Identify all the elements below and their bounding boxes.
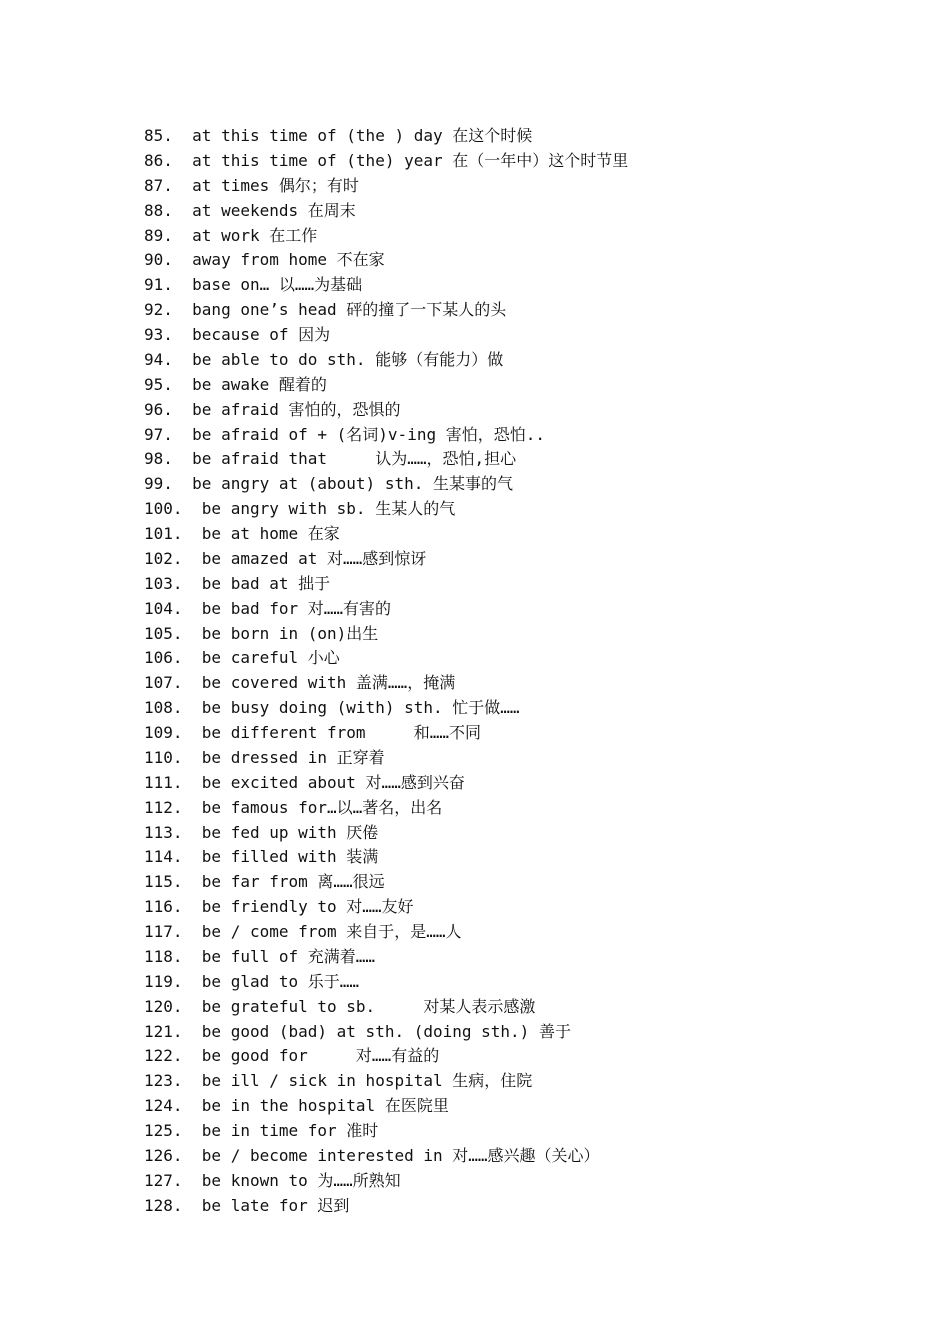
phrase-entry: 122. be good for 对……有益的 xyxy=(144,1046,440,1066)
phrase-list xyxy=(144,124,904,1219)
phrase-entry: 97. be afraid of + (名词)v-ing 害怕，恐怕.. xyxy=(144,424,545,444)
phrase-entry: 85. at this time of (the ) day 在这个时候 xyxy=(144,126,533,145)
phrase-entry: 99. be angry at (about) sth. 生某事的气 xyxy=(144,474,513,494)
phrase-entry: 101. be at home 在家 xyxy=(144,524,340,543)
phrase-entry: 94. be able to do sth. 能够（有能力）做 xyxy=(144,349,504,369)
phrase-entry: 93. because of 因为 xyxy=(144,325,331,344)
phrase-entry: 117. be / come from 来自于，是……人 xyxy=(144,922,462,941)
phrase-entry: 92. bang one’s head 砰的撞了一下某人的头 xyxy=(144,300,507,320)
phrase-entry: 112. be famous for…以…著名，出名 xyxy=(144,797,443,817)
phrase-entry: 95. be awake 醒着的 xyxy=(144,374,327,394)
phrase-entry: 123. be ill / sick in hospital 生病，住院 xyxy=(144,1071,533,1091)
phrase-entry: 128. be late for 迟到 xyxy=(144,1195,350,1215)
phrase-entry: 113. be fed up with 厌倦 xyxy=(144,822,379,842)
phrase-entry: 116. be friendly to 对……友好 xyxy=(144,897,414,917)
phrase-entry: 107. be covered with 盖满……，掩满 xyxy=(144,673,456,693)
phrase-entry: 119. be glad to 乐于…… xyxy=(144,971,360,991)
phrase-entry: 121. be good (bad) at sth. (doing sth.) 善于 xyxy=(144,1021,571,1041)
phrase-entry: 86. at this time of (the) year 在（一年中）这个时节里 xyxy=(144,150,629,170)
phrase-entry: 127. be known to 为……所熟知 xyxy=(144,1170,401,1190)
phrase-entry: 124. be in the hospital 在医院里 xyxy=(144,1096,449,1116)
phrase-entry: 120. be grateful to sb. 对某人表示感激 xyxy=(144,996,536,1016)
phrase-entry: 125. be in time for 准时 xyxy=(144,1121,379,1140)
phrase-entry: 89. at work 在工作 xyxy=(144,225,318,245)
phrase-entry: 109. be different from 和……不同 xyxy=(144,723,481,742)
phrase-entry: 98. be afraid that 认为……，恐怕,担心 xyxy=(144,449,517,469)
phrase-entry: 90. away from home 不在家 xyxy=(144,250,385,270)
phrase-entry: 108. be busy doing (with) sth. 忙于做…… xyxy=(144,698,520,718)
phrase-entry: 103. be bad at 拙于 xyxy=(144,573,331,593)
phrase-entry: 100. be angry with sb. 生某人的气 xyxy=(144,499,456,519)
phrase-entry: 115. be far from 离……很远 xyxy=(144,872,385,892)
phrase-entry: 87. at times 偶尔；有时 xyxy=(144,175,359,195)
phrase-entry: 106. be careful 小心 xyxy=(144,648,340,668)
phrase-entry: 102. be amazed at 对……感到惊讶 xyxy=(144,548,427,568)
phrase-entry: 105. be born in (on)出生 xyxy=(144,623,379,643)
phrase-entry: 114. be filled with 装满 xyxy=(144,847,379,867)
phrase-entry: 126. be / become interested in 对……感兴趣（关心） xyxy=(144,1145,600,1165)
phrase-entry: 91. base on… 以……为基础 xyxy=(144,275,363,295)
phrase-entry: 104. be bad for 对……有害的 xyxy=(144,598,392,618)
phrase-entry: 96. be afraid 害怕的，恐惧的 xyxy=(144,399,401,419)
phrase-entry: 110. be dressed in 正穿着 xyxy=(144,747,385,767)
phrase-entry: 118. be full of 充满着…… xyxy=(144,946,376,966)
phrase-entry: 88. at weekends 在周末 xyxy=(144,200,356,220)
phrase-entry: 111. be excited about 对……感到兴奋 xyxy=(144,772,465,792)
